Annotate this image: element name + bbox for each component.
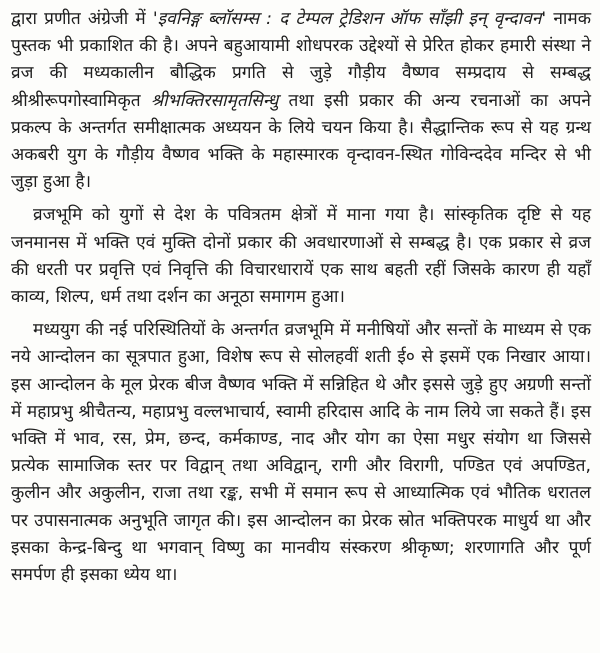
paragraph-3: मध्ययुग की नई परिस्थितियों के अन्तर्गत व्रजभूमि में मनीषियों और सन्तों के माध्यम से एक नये आन्दोलन का सूत्रपात हुआ, विशेष रूप से सोलहवीं शती ई० से इसमें एक निखार आया। इस आन्दोलन के मूल प्रेरक बीज वैष्णव भक्ति में सन्निहित थे और इससे जुड़े हुए अग्रणी सन्तों में महाप्रभु श्रीचैतन्य, महाप्रभु वल्लभाचार्य, स्वामी हरिदास आदि के नाम लिये जा सकते हैं। इस भक्ति में भाव, रस, प्रेम, छन्द, कर्मकाण्ड, नाद और योग का ऐसा मधुर संयोग था जिससे प्रत्येक सामाजिक स्तर पर विद्वान् तथा अविद्वान्, रागी और विरागी, पण्डित एवं अपण्डित, कुलीन और अकुलीन, राजा तथा रङ्क, सभी में समान रूप से आध्यात्मिक एवं भौतिक धरातल पर उपासनात्मक अनुभूति जागृत की। इस आन्दोलन का प्रेरक स्रोत भक्तिपरक माधुर्य था और इसका केन्द्र-बिन्दु था भगवान् विष्णु का मानवीय संस्करण श्रीकृष्ण; शरणागति और पूर्ण समर्पण ही इसका ध्येय था।	[11, 320, 591, 586]
book-title: 'इवनिङ्ग ब्लॉसम्स : द टेम्पल ट्रेडिशन ऑफ साँझी इन् वृन्दावन'	[152, 9, 547, 29]
text-title: श्रीभक्तिरसामृतसिन्धु	[150, 90, 279, 111]
paragraph-1-text-a: द्वारा प्रणीत अंग्रेजी में	[11, 9, 153, 29]
paragraph-1	[11, 6, 591, 196]
paragraph-1-text-c: तथा इसी प्रकार की अन्य रचनाओं का अपने प्रकल्प के अन्तर्गत समीक्षात्मक अध्ययन के लिये चयन किया है। सैद्धान्तिक रूप से यह ग्रन्थ अकबरी युग के गौड़ीय वैष्णव भक्ति के महास्मारक वृन्दावन-स्थित गोविन्ददेव मन्दिर से भी जुड़ा हुआ है।	[11, 90, 591, 193]
paragraph-1-text-b: नामक पुस्तक भी प्रकाशित की है। अपने बहुआयामी शोधपरक उद्देश्यों से प्रेरित होकर हमारी संस्था ने व्रज की मध्यकालीन बौद्धिक प्रगति से जुड़े गौड़ीय वैष्णव सम्प्रदाय से सम्बद्ध श्रीश्रीरूपगोस्वामिकृत	[11, 9, 591, 111]
paragraph-2: व्रजभूमि को युगों से देश के पवित्रतम क्षेत्रों में माना गया है। सांस्कृतिक दृष्टि से यह जनमानस में भक्ति एवं मुक्ति दोनों प्रकार की अवधारणाओं से सम्बद्ध है। एक प्रकार से व्रज की धरती पर प्रवृत्ति एवं निवृत्ति की विचारधारायें एक साथ बहती रहीं जिसके कारण ही यहाँ काव्य, शिल्प, धर्म तथा दर्शन का अनूठा समागम हुआ।	[11, 205, 591, 308]
